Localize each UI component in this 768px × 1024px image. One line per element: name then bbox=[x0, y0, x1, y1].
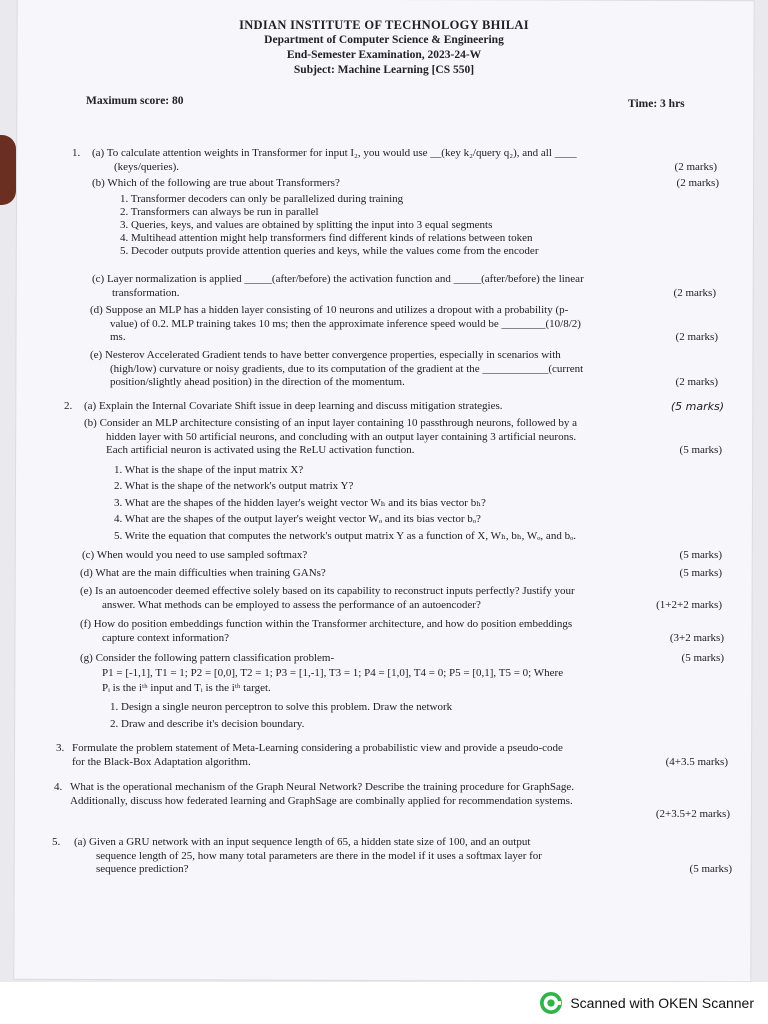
q2b-subquestion: 4. What are the shapes of the output layer's weight vector Wₒ and its bias vector bₒ? bbox=[114, 513, 481, 525]
q1d-line3: ms. bbox=[110, 331, 126, 343]
q2e-marks: (1+2+2 marks) bbox=[656, 598, 722, 611]
scanner-footer bbox=[0, 982, 768, 1024]
q2b-subquestion: 5. Write the equation that computes the network's output matrix Y as a function of X, Wₕ, bₕ, Wₒ, and bₒ. bbox=[114, 529, 576, 542]
question-number: 3. bbox=[56, 742, 65, 754]
scanner-label: Scanned with OKEN Scanner bbox=[570, 995, 754, 1011]
q2d-text: (d) What are the main difficulties when training GANs? bbox=[80, 567, 326, 579]
q2b-line1: (b) Consider an MLP architecture consisting of an input layer containing 10 passthrough neurons, followed by a bbox=[84, 417, 577, 429]
q2d-marks: (5 marks) bbox=[679, 567, 722, 579]
q1e-marks: (2 marks) bbox=[675, 376, 718, 388]
oken-scanner-logo-icon bbox=[540, 992, 562, 1014]
q2g-subquestion: 1. Design a single neuron perceptron to solve this problem. Draw the network bbox=[110, 700, 453, 713]
q3-line1: Formulate the problem statement of Meta-Learning considering a probabilistic view and provide a pseudo-code bbox=[72, 742, 563, 754]
exam-name: End-Semester Examination, 2023-24-W bbox=[286, 49, 482, 61]
q1e-line2: (high/low) curvature or noisy gradients, due to its computation of the gradient at the ____________(current bbox=[110, 362, 584, 375]
question-4 bbox=[54, 781, 730, 822]
q1e-line3: position/slightly ahead position) in the direction of the momentum. bbox=[110, 376, 405, 388]
question-2d bbox=[80, 567, 722, 581]
q5-line3: sequence prediction? bbox=[96, 863, 189, 875]
q1a-line1: (a) To calculate attention weights in Transformer for input I₂, you would use __(key k₂/query q₂), and all ____ bbox=[92, 147, 577, 159]
q2f-line2: capture context information? bbox=[102, 631, 230, 644]
q1b-option: 2. Transformers can always be run in parallel bbox=[120, 205, 319, 218]
q2e-line2: answer. What methods can be employed to assess the performance of an autoencoder? bbox=[102, 598, 481, 611]
question-number: 5. bbox=[52, 836, 61, 848]
question-2b bbox=[84, 417, 722, 544]
q1b-option: 1. Transformer decoders can only be parallelized during training bbox=[120, 192, 404, 205]
q1c-line1: (c) Layer normalization is applied _____(after/before) the activation function and _____(after/before) the linear bbox=[92, 273, 584, 285]
question-number: 4. bbox=[54, 781, 63, 793]
q2b-marks: (5 marks) bbox=[679, 444, 722, 456]
q1d-line2: value) of 0.2. MLP training takes 10 ms; then the approximate inference speed would be ________(10/8/2) bbox=[110, 317, 581, 330]
question-1b bbox=[92, 177, 719, 259]
q2g-line1: (g) Consider the following pattern classification problem- bbox=[80, 652, 335, 664]
q2g-subquestion: 2. Draw and describe it's decision boundary. bbox=[110, 717, 305, 730]
question-1 bbox=[72, 147, 717, 174]
q2c-marks: (5 marks) bbox=[679, 549, 722, 561]
q5-line2: sequence length of 25, how many total parameters are there in the model if it uses a softmax layer for bbox=[96, 849, 542, 862]
q2g-line3: Pᵢ is the iᵗʰ input and Tᵢ is the iᵗʰ target. bbox=[102, 681, 271, 694]
q1b-marks: (2 marks) bbox=[676, 177, 719, 189]
department-name: Department of Computer Science & Engineering bbox=[264, 34, 504, 46]
question-2f bbox=[80, 618, 724, 645]
q2g-line2: P1 = [-1,1], T1 = 1; P2 = [0,0], T2 = 1; P3 = [1,-1], T3 = 1; P4 = [1,0], T4 = 0; P5 = [0,1], T5 = 0; Where bbox=[102, 666, 564, 679]
q2g-marks: (5 marks) bbox=[681, 652, 724, 664]
q1b-option: 5. Decoder outputs provide attention queries and keys, while the values come from the encoder bbox=[120, 245, 539, 258]
q3-line2: for the Black-Box Adaptation algorithm. bbox=[72, 755, 251, 768]
q1c-marks: (2 marks) bbox=[673, 286, 716, 299]
q2b-subquestion: 3. What are the shapes of the hidden layer's weight vector Wₕ and its bias vector bₕ? bbox=[114, 496, 486, 509]
q1b-text: (b) Which of the following are true about Transformers? bbox=[92, 177, 340, 189]
question-1e bbox=[90, 349, 718, 390]
q2b-subquestion: 1. What is the shape of the input matrix X? bbox=[114, 463, 304, 476]
q2e-line1: (e) Is an autoencoder deemed effective solely based on its capability to reconstruct inputs perfectly? Justify your bbox=[80, 585, 575, 597]
question-5 bbox=[52, 836, 732, 877]
q4-line2: Additionally, discuss how federated learning and GraphSage are combinally applied for recommendation systems. bbox=[70, 794, 573, 807]
q2a-marks-handwritten: (5 marks) bbox=[670, 400, 724, 413]
q2f-line1: (f) How do position embeddings function within the Transformer architecture, and how do position embeddings bbox=[80, 618, 573, 630]
question-1d bbox=[90, 304, 718, 345]
q1a-line2: (keys/queries). bbox=[114, 160, 180, 173]
question-number: 1. bbox=[72, 147, 81, 159]
q2b-line3: Each artificial neuron is activated using the ReLU activation function. bbox=[106, 444, 415, 456]
q1d-line1: (d) Suppose an MLP has a hidden layer consisting of 10 neurons and utilizes a dropout with a probability (p- bbox=[90, 304, 569, 316]
q1b-option: 3. Queries, keys, and values are obtained by splitting the input into 3 equal segments bbox=[120, 218, 493, 231]
question-2a bbox=[64, 400, 724, 414]
q2f-marks: (3+2 marks) bbox=[669, 631, 724, 644]
question-2g bbox=[80, 652, 724, 733]
q1c-line2: transformation. bbox=[112, 286, 180, 299]
question-2e bbox=[80, 585, 722, 612]
q5-line1: (a) Given a GRU network with an input sequence length of 65, a hidden state size of 100, and an output bbox=[74, 836, 531, 848]
exam-header bbox=[0, 18, 768, 78]
institute-name: INDIAN INSTITUTE OF TECHNOLOGY BHILAI bbox=[239, 18, 529, 32]
q4-marks: (2+3.5+2 marks) bbox=[655, 808, 730, 820]
q1d-marks: (2 marks) bbox=[675, 331, 718, 343]
q2c-text: (c) When would you need to use sampled softmax? bbox=[82, 549, 308, 561]
q1a-marks: (2 marks) bbox=[674, 160, 717, 173]
q2b-line2: hidden layer with 50 artificial neurons, and concluding with an output layer containing 3 artificial neurons. bbox=[106, 430, 577, 443]
question-2c bbox=[82, 549, 722, 563]
q2a-text: (a) Explain the Internal Covariate Shift issue in deep learning and discuss mitigation strategies. bbox=[84, 400, 503, 412]
q4-line1: What is the operational mechanism of the Graph Neural Network? Describe the training procedure for GraphSage. bbox=[70, 781, 574, 793]
q2b-subquestion: 2. What is the shape of the network's output matrix Y? bbox=[114, 480, 354, 492]
finger-shadow bbox=[0, 135, 16, 205]
q1b-option: 4. Multihead attention might help transformers find different kinds of relations between token bbox=[120, 232, 533, 245]
time-limit: Time: 3 hrs bbox=[628, 98, 685, 110]
q1e-line1: (e) Nesterov Accelerated Gradient tends to have better convergence properties, especially in scenarios with bbox=[90, 349, 561, 361]
q5-marks: (5 marks) bbox=[689, 863, 732, 875]
question-3 bbox=[56, 742, 728, 769]
question-number: 2. bbox=[64, 400, 73, 412]
q3-marks: (4+3.5 marks) bbox=[665, 755, 728, 768]
subject-name: Subject: Machine Learning [CS 550] bbox=[293, 64, 475, 76]
max-score: Maximum score: 80 bbox=[86, 95, 184, 107]
scanner-watermark bbox=[540, 992, 754, 1014]
question-1c bbox=[92, 273, 716, 300]
